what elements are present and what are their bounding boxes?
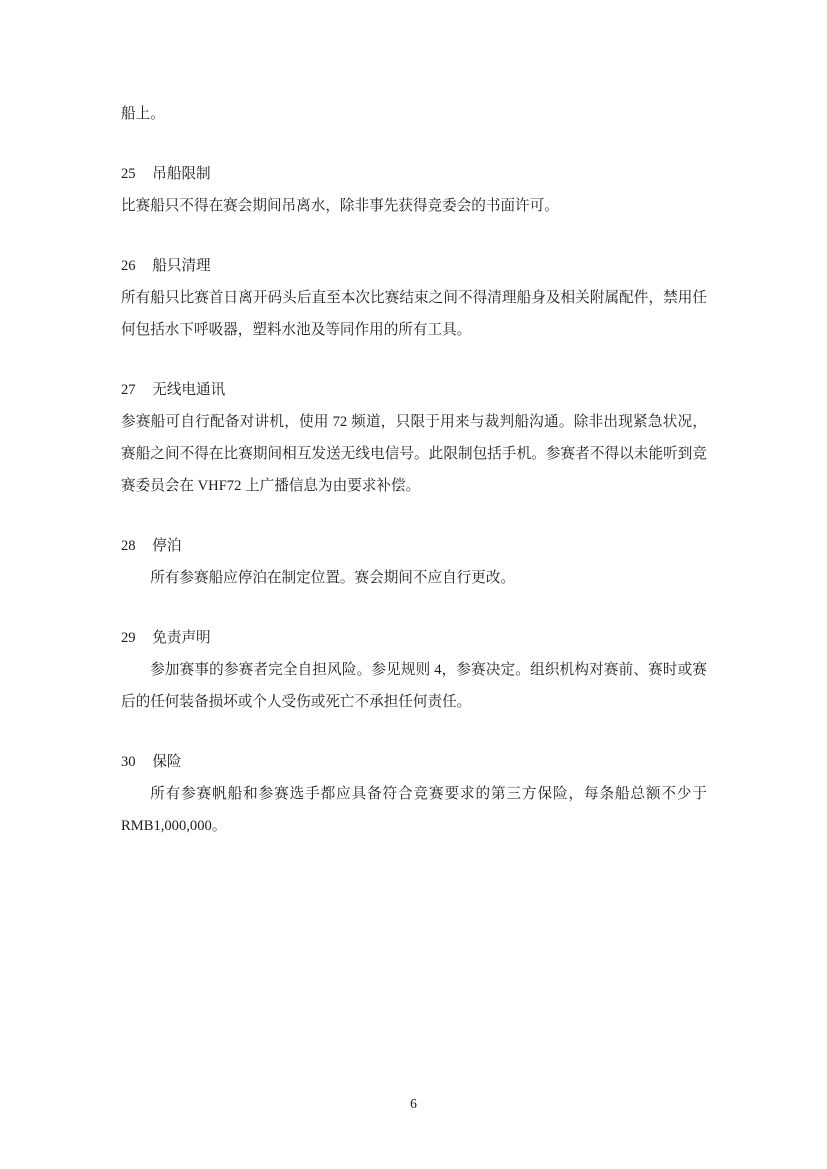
section-27 [121, 374, 707, 502]
section-paragraph: 参加赛事的参赛者完全自担风险。参见规则 4，参赛决定。组织机构对赛前、赛时或赛后的任何装备损坏或个人受伤或死亡不承担任何责任。 [121, 662, 707, 710]
paragraph-continuation: 船上。 [121, 106, 165, 122]
section-title: 停泊 [152, 538, 182, 554]
section-number: 29 [121, 630, 136, 646]
document-content [121, 98, 707, 842]
section-25 [121, 158, 707, 222]
section-heading [121, 374, 707, 406]
section-paragraph: 所有参赛帆船和参赛选手都应具备符合竞赛要求的第三方保险，每条船总额不少于RMB1,000,000。 [121, 786, 707, 834]
section-number: 30 [121, 754, 136, 770]
section-number: 26 [121, 258, 136, 274]
section-title: 保险 [152, 754, 182, 770]
section-paragraph: 比赛船只不得在赛会期间吊离水，除非事先获得竞委会的书面许可。 [121, 198, 559, 214]
section-paragraph: 参赛船可自行配备对讲机，使用 72 频道，只限于用来与裁判船沟通。除非出现紧急状况，赛船之间不得在比赛期间相互发送无线电信号。此限制包括手机。参赛者不得以未能听到竞赛委员会在 VHF72 上广播信息为由要求补偿。 [121, 414, 707, 494]
section-paragraph: 所有船只比赛首日离开码头后直至本次比赛结束之间不得清理船身及相关附属配件，禁用任何包括水下呼吸器，塑料水池及等同作用的所有工具。 [121, 290, 707, 338]
section-title: 无线电通讯 [152, 382, 226, 398]
section-heading [121, 622, 707, 654]
section-heading [121, 158, 707, 190]
section-number: 28 [121, 538, 136, 554]
section-26 [121, 250, 707, 346]
section-title: 吊船限制 [152, 166, 211, 182]
section-paragraph: 所有参赛船应停泊在制定位置。赛会期间不应自行更改。 [150, 570, 516, 586]
section-29 [121, 622, 707, 718]
page-number: 6 [410, 1096, 417, 1111]
section-heading [121, 530, 707, 562]
section-title: 船只清理 [152, 258, 211, 274]
section-heading [121, 746, 707, 778]
section-heading [121, 250, 707, 282]
section-title: 免责声明 [152, 630, 211, 646]
section-number: 27 [121, 382, 136, 398]
section-number: 25 [121, 166, 136, 182]
section-28 [121, 530, 707, 594]
section-30 [121, 746, 707, 842]
